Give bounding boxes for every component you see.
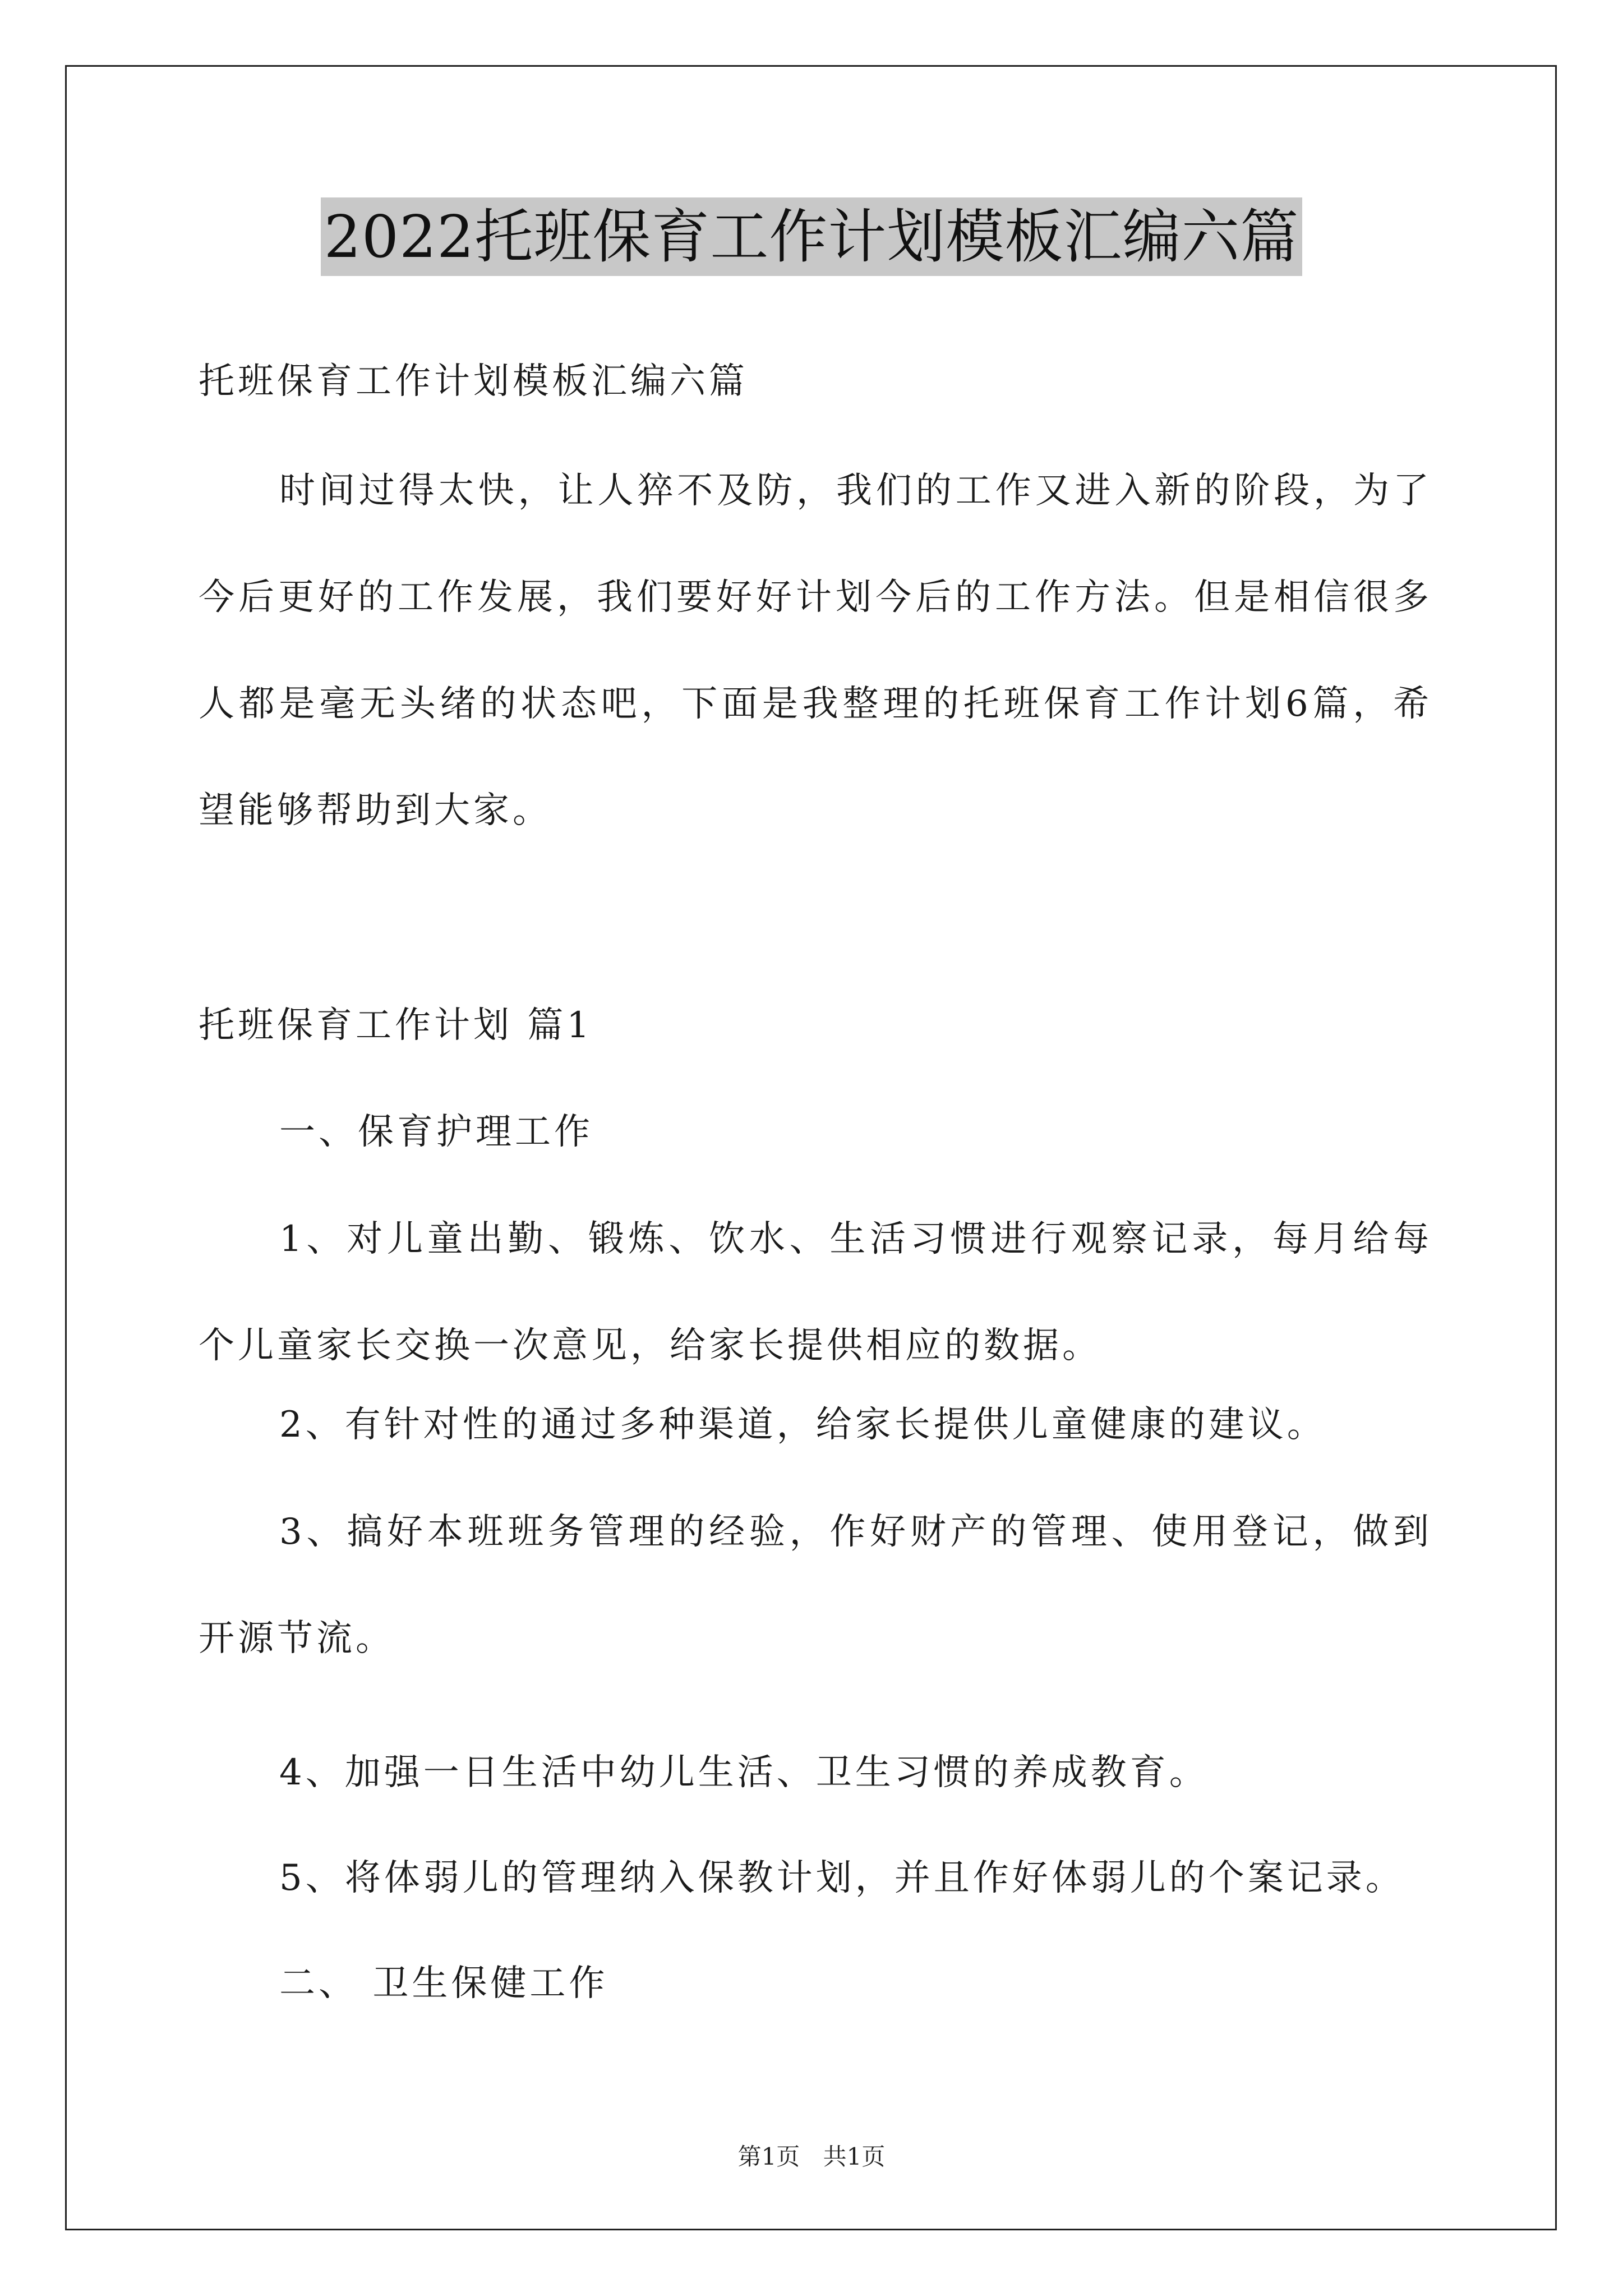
intro-paragraph: 时间过得太快，让人猝不及防，我们的工作又进入新的阶段，为了今后更好的工作发展，我们要好好计划今后的工作方法。但是相信很多人都是毫无头绪的状态吧，下面是我整理的托班保育工作计划6篇，希望能够帮助到大家。 [199, 470, 1432, 831]
list-item-2: 2、有针对性的通过多种渠道，给家长提供儿童健康的建议。 [279, 1404, 1326, 1446]
part2-heading: 二、 卫生保健工作 [279, 1963, 608, 2004]
list-item-3: 3、搞好本班班务管理的经验，作好财产的管理、使用登记，做到开源节流。 [199, 1511, 1432, 1659]
document-title: 2022托班保育工作计划模板汇编六篇 [321, 197, 1303, 276]
part1-heading: 一、保育护理工作 [279, 1111, 593, 1153]
page-total: 共1页 [823, 2143, 886, 2170]
list-item-4: 4、加强一日生活中幼儿生活、卫生习惯的养成教育。 [279, 1752, 1209, 1793]
page-number: 第1页 [737, 2143, 800, 2170]
document-subtitle: 托班保育工作计划模板汇编六篇 [199, 361, 748, 402]
list-item-1: 1、对儿童出勤、锻炼、饮水、生活习惯进行观察记录，每月给每个儿童家长交换一次意见，给家长提供相应的数据。 [199, 1218, 1432, 1366]
list-item-5: 5、将体弱儿的管理纳入保教计划，并且作好体弱儿的个案记录。 [279, 1857, 1405, 1899]
section-heading: 托班保育工作计划 篇1 [199, 1005, 593, 1046]
page-footer [0, 2138, 1623, 2172]
title-container [0, 197, 1623, 276]
